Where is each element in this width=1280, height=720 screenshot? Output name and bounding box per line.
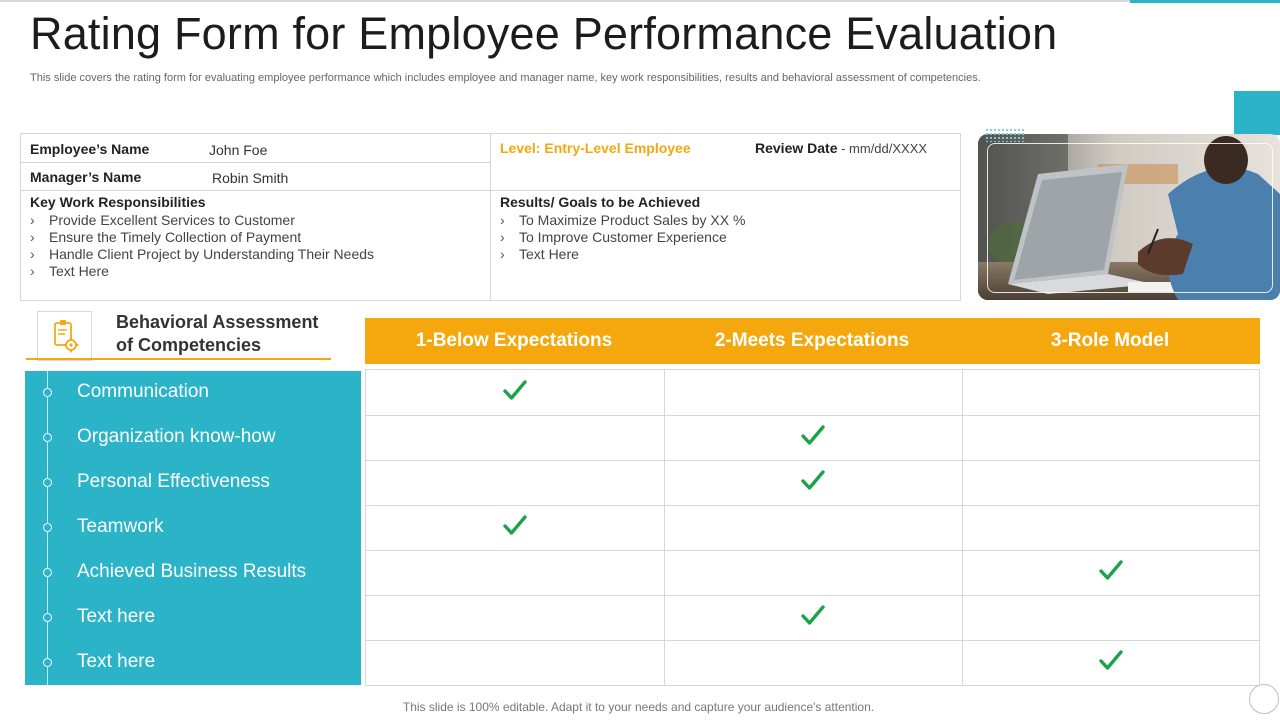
- checkmark-icon[interactable]: [799, 421, 827, 449]
- accent-square: [1234, 91, 1280, 135]
- chevron-right-icon: ›: [500, 246, 505, 262]
- list-item-text: Text Here: [49, 263, 109, 279]
- list-item: [30, 246, 374, 263]
- assessment-title: [116, 311, 318, 357]
- list-item-text: Ensure the Timely Collection of Payment: [49, 229, 302, 245]
- competency-item: [25, 641, 361, 686]
- employee-name-label: Employee’s Name: [30, 141, 150, 157]
- list-item-text: Text Here: [519, 246, 579, 262]
- assessment-title-underline: [26, 358, 331, 360]
- chevron-right-icon: ›: [500, 212, 505, 228]
- checkmark-icon[interactable]: [1097, 556, 1125, 584]
- top-rule: [0, 0, 1280, 3]
- timeline-node-icon: [43, 478, 52, 487]
- checkmark-icon[interactable]: [501, 511, 529, 539]
- list-item: [30, 263, 374, 280]
- competency-name: Teamwork: [77, 516, 164, 537]
- grid-row-divider: [366, 640, 1259, 641]
- form-divider: [21, 190, 960, 191]
- grid-row-divider: [366, 595, 1259, 596]
- checkmark-icon[interactable]: [501, 376, 529, 404]
- competency-item: [25, 371, 361, 416]
- goals-title: Results/ Goals to be Achieved: [500, 194, 701, 210]
- grid-column-divider: [664, 370, 665, 685]
- competency-name: Text here: [77, 606, 156, 627]
- checkmark-icon[interactable]: [799, 466, 827, 494]
- page-subtitle: This slide covers the rating form for evaluating employee performance which includes employee and manager name, key work responsibilities, results and behavioral assessment of competencies.: [30, 72, 981, 84]
- grid-row-divider: [366, 550, 1259, 551]
- photo-frame: [987, 143, 1273, 293]
- assessment-title-line1: Behavioral Assessment: [116, 312, 319, 332]
- competency-name: Achieved Business Results: [77, 561, 307, 582]
- competency-item: [25, 551, 361, 596]
- decorative-dots: [985, 128, 1025, 142]
- page-title: Rating Form for Employee Performance Evaluation: [30, 8, 1058, 59]
- rating-column-header: 3-Role Model: [1050, 330, 1170, 351]
- list-item: [30, 229, 374, 246]
- review-date-label: Review Date: [755, 140, 838, 156]
- list-item-text: Handle Client Project by Understanding Their Needs: [49, 246, 375, 262]
- timeline-node-icon: [43, 613, 52, 622]
- responsibilities-list: [30, 212, 374, 280]
- list-item: [30, 212, 374, 229]
- top-rule-grey: [0, 0, 1130, 2]
- top-rule-accent: [1130, 0, 1280, 3]
- review-date[interactable]: [755, 140, 927, 156]
- list-item: [500, 229, 745, 246]
- rating-header: [365, 318, 1260, 364]
- manager-name-value[interactable]: Robin Smith: [212, 170, 289, 186]
- timeline-node-icon: [43, 523, 52, 532]
- checkmark-icon[interactable]: [1097, 646, 1125, 674]
- list-item: [500, 246, 745, 263]
- corner-circle: [1249, 684, 1279, 714]
- responsibilities-title: Key Work Responsibilities: [30, 194, 206, 210]
- chevron-right-icon: ›: [30, 263, 35, 279]
- grid-row-divider: [366, 415, 1259, 416]
- competency-item: [25, 461, 361, 506]
- chevron-right-icon: ›: [30, 229, 35, 245]
- rating-grid: [365, 369, 1260, 686]
- competency-item: [25, 506, 361, 551]
- timeline-node-icon: [43, 658, 52, 667]
- rating-column-header: 2-Meets Expectations: [714, 330, 910, 351]
- checkmark-icon[interactable]: [799, 601, 827, 629]
- employee-name-value[interactable]: John Foe: [209, 142, 268, 158]
- form-divider: [21, 162, 490, 163]
- chevron-right-icon: ›: [30, 212, 35, 228]
- competency-name: Organization know-how: [77, 426, 276, 447]
- manager-name-label: Manager’s Name: [30, 169, 142, 185]
- list-item-text: Provide Excellent Services to Customer: [49, 212, 295, 228]
- grid-column-divider: [962, 370, 963, 685]
- chevron-right-icon: ›: [30, 246, 35, 262]
- competency-name: Personal Effectiveness: [77, 471, 270, 492]
- competency-item: [25, 596, 361, 641]
- rating-column-header: 1-Below Expectations: [415, 330, 613, 351]
- employee-level: Level: Entry-Level Employee: [500, 140, 691, 156]
- employee-info-form: [20, 133, 961, 301]
- competency-item: [25, 416, 361, 461]
- competency-list: [25, 371, 361, 685]
- timeline-node-icon: [43, 433, 52, 442]
- footer-note: This slide is 100% editable. Adapt it to your needs and capture your audience's attention.: [402, 700, 875, 714]
- timeline-node-icon: [43, 388, 52, 397]
- form-divider: [490, 134, 491, 300]
- goals-list: [500, 212, 745, 263]
- timeline-node-icon: [43, 568, 52, 577]
- list-item-text: To Maximize Product Sales by XX %: [519, 212, 746, 228]
- competency-name: Text here: [77, 651, 156, 672]
- list-item: [500, 212, 745, 229]
- grid-row-divider: [366, 505, 1259, 506]
- review-date-value: - mm/dd/XXXX: [837, 141, 928, 156]
- competency-name: Communication: [77, 381, 209, 402]
- clipboard-gear-icon: [38, 312, 93, 362]
- list-item-text: To Improve Customer Experience: [519, 229, 727, 245]
- grid-row-divider: [366, 460, 1259, 461]
- assessment-title-line2: of Competencies: [116, 335, 262, 355]
- assessment-icon-box: [37, 311, 92, 361]
- chevron-right-icon: ›: [500, 229, 505, 245]
